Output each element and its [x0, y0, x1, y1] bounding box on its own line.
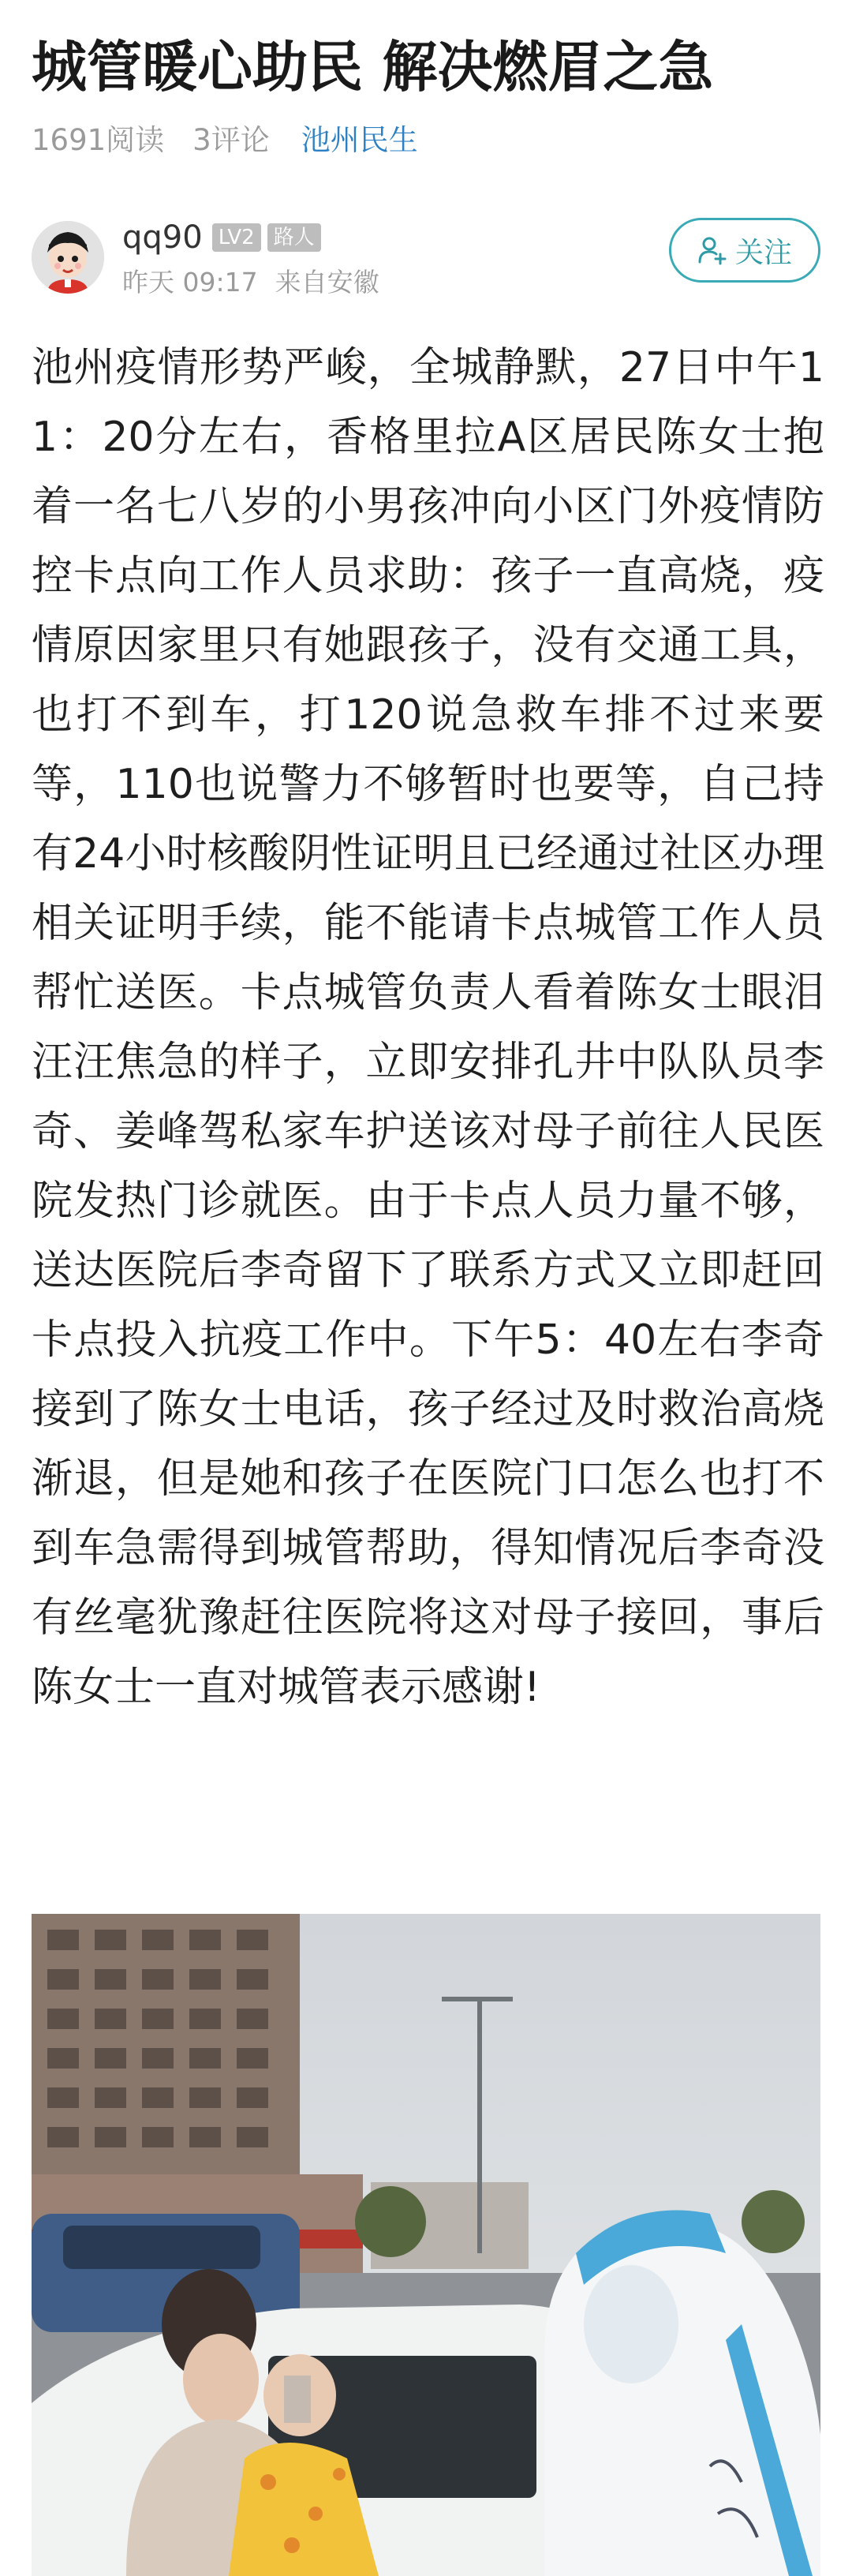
level-badge: LV2	[212, 223, 261, 252]
article-body: 池州疫情形势严峻，全城静默，27日中午11：20分左右，香格里拉A区居民陈女士抱着一名七八岁的小男孩冲向小区门外疫情防控卡点向工作人员求助：孩子一直高烧，疫情原因家里只有她跟孩子，没有交通工具，也打不到车，打120说急救车排不过来要等，110也说警力不够暂时也要等，自己持有24小时核酸阴性证明且已经通过社区办理相关证明手续，能不能请卡点城管工作人员帮忙送医。卡点城管负责人看着陈女士眼泪汪汪焦急的样子，立即安排孔井中队队员李奇、姜峰驾私家车护送该对母子前往人民医院发热门诊就医。由于卡点人员力量不够，送达医院后李奇留下了联系方式又立即赶回卡点投入抗疫工作中。下午5：40左右李奇接到了陈女士电话，孩子经过及时救治高烧渐退，但是她和孩子在医院门口怎么也打不到车急需得到城管帮助，得知情况后李奇没有丝毫犹豫赶往医院将这对母子接回，事后陈女士一直对城管表示感谢!	[32, 344, 824, 1711]
article-photo[interactable]	[32, 1914, 820, 2576]
post-time: 昨天 09:17	[122, 266, 258, 298]
add-user-icon	[697, 235, 727, 265]
cartoon-avatar-icon[interactable]	[32, 221, 104, 294]
read-count: 1691阅读	[32, 123, 165, 157]
follow-button[interactable]	[669, 218, 820, 283]
channel-link[interactable]: 池州民生	[301, 123, 418, 157]
follow-label: 关注	[734, 236, 792, 269]
post-location: 来自安徽	[275, 266, 379, 298]
role-badge: 路人	[267, 223, 321, 252]
comment-count[interactable]: 3评论	[192, 123, 270, 157]
author-name[interactable]: qq90	[122, 219, 203, 256]
author-subline	[122, 262, 379, 298]
author-name-row	[122, 218, 327, 257]
article-meta	[32, 114, 418, 161]
article-title: 城管暖心助民 解决燃眉之急	[32, 35, 714, 99]
